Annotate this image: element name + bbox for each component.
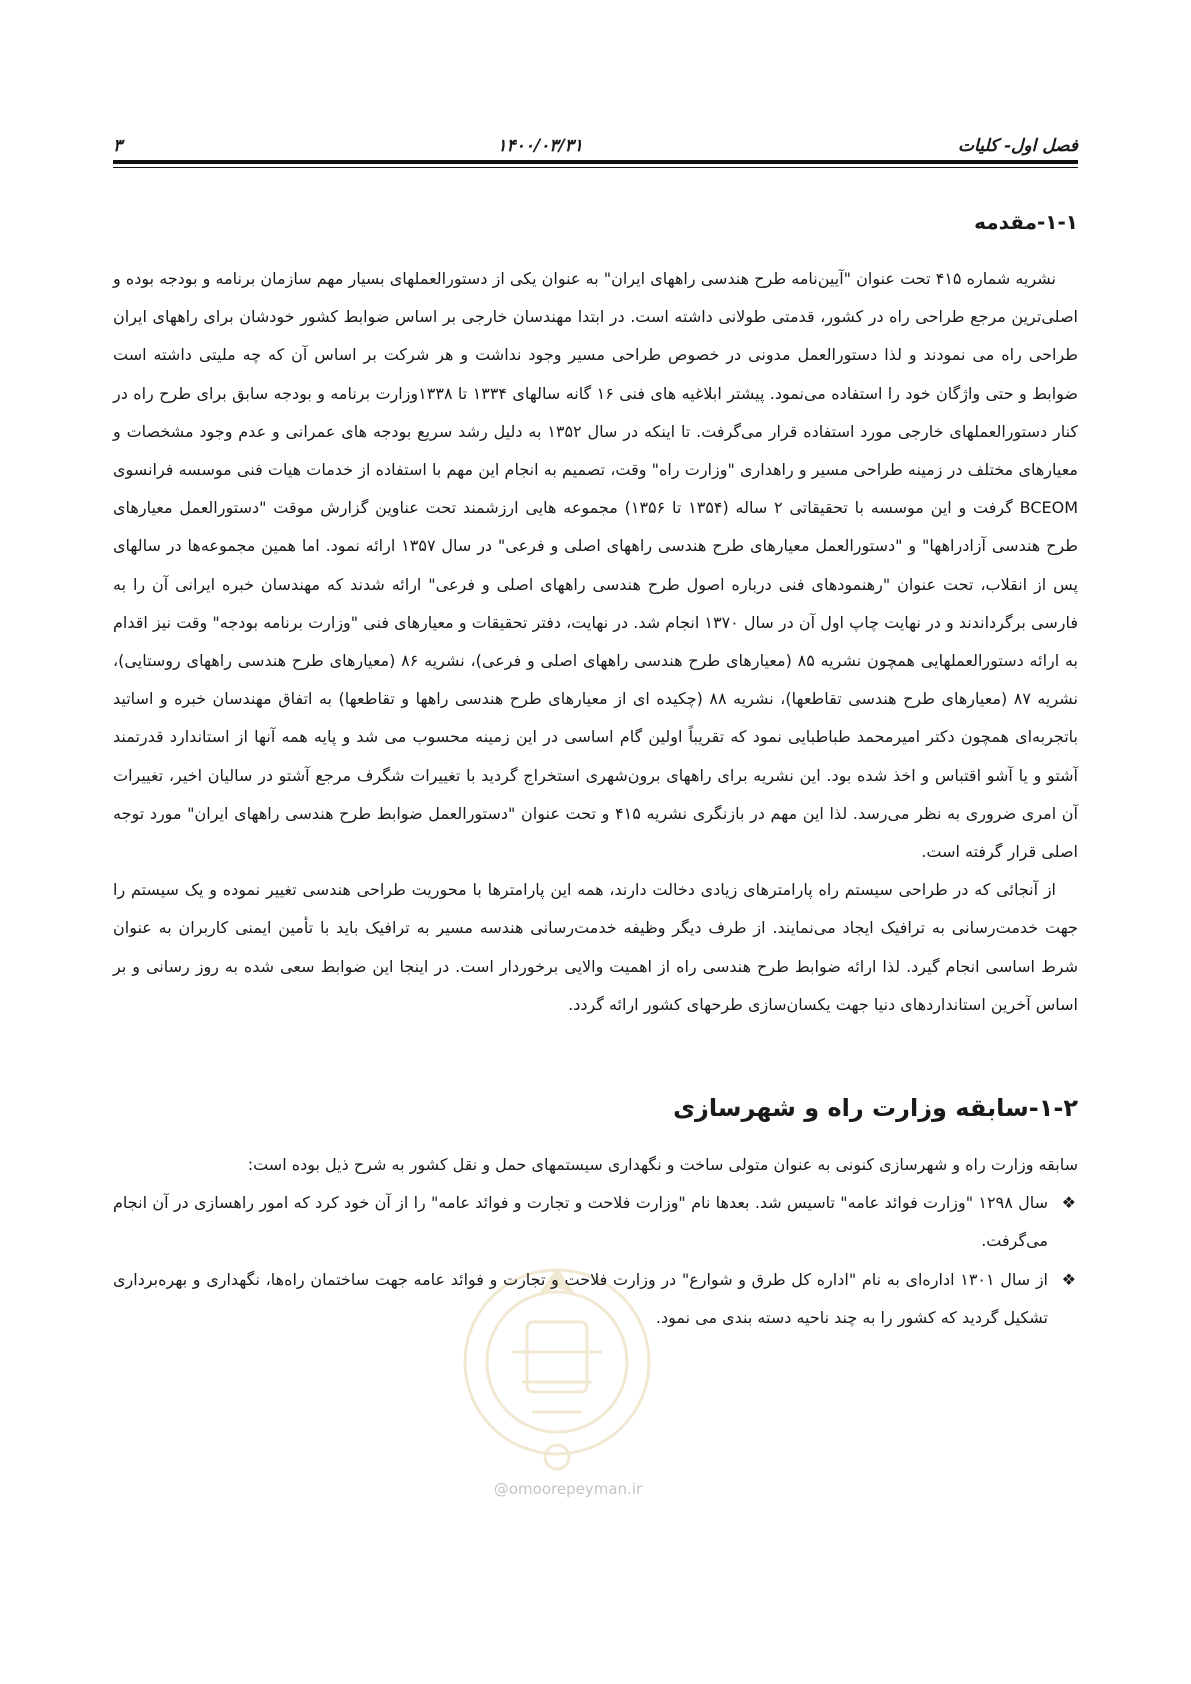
list-item bbox=[113, 1261, 1076, 1337]
paragraph: نشریه شماره ۴۱۵ تحت عنوان "آیین‌نامه طرح هندسی راههای ایران" به عنوان یکی از دستورالعملهای بسیار مهم سازمان برنامه و بودجه بوده و اصلی‌ترین مرجع طراحی راه در کشور، قدمتی طولانی داشته است. در ابتدا مهندسان خارجی بر اساس ضوابط کشور خودشان برای راههای ایران طراحی راه می نمودند و لذا دستورالعمل مدونی در خصوص طراحی مسیر وجود نداشت و هر شرکت بر اساس آن که چه ملیتی داشته است ضوابط و حتی واژگان خود را استفاده می‌نمود. پیشتر ابلاغیه های فنی ۱۶ گانه سالهای ۱۳۳۴ تا ۱۳۳۸وزارت برنامه و بودجه سابق برای طرح راه در کنار دستورالعملهای خارجی مورد استفاده قرار می‌گرفت. تا اینکه در سال ۱۳۵۲ به دلیل رشد سریع بودجه های عمرانی و عدم وجود مشخصات و معیارهای مختلف در زمینه طراحی مسیر و راهداری "وزارت راه" وقت، تصمیم به انجام این مهم با استفاده از خدمات هیات فنی موسسه فرانسوی BCEOM گرفت و این موسسه با تحقیقاتی ۲ ساله (۱۳۵۴ تا ۱۳۵۶) مجموعه هایی ارزشمند تحت عناوین گزارش موقت "دستورالعمل معیارهای طرح هندسی آزادراهها" و "دستورالعمل معیارهای طرح هندسی راههای اصلی و فرعی" در سال ۱۳۵۷ ارائه نمود. اما همین مجموعه‌ها در سالهای پس از انقلاب، تحت عنوان "رهنمودهای فنی درباره اصول طرح هندسی راههای اصلی و فرعی" ارائه شدند که مهندسان خبره ایرانی آن را به فارسی برگرداندند و در نهایت چاپ اول آن در سال ۱۳۷۰ انجام شد. در نهایت، دفتر تحقیقات و معیارهای فنی "وزارت برنامه بودجه" وقت نیز اقدام به ارائه دستورالعملهایی همچون نشریه ۸۵ (معیارهای طرح هندسی راههای اصلی و فرعی)، نشریه ۸۶ (معیارهای طرح هندسی راههای روستایی)، نشریه ۸۷ (معیارهای طرح هندسی تقاطعها)، نشریه ۸۸ (چکیده ای از معیارهای طرح هندسی راهها و تقاطعها) به اتفاق مهندسان خبره و اساتید باتجربه‌ای همچون دکتر امیرمحمد طباطبایی نمود که تقریباً اولین گام اساسی در این زمینه محسوب می شد و پایه همه آنها از استاندارد قدرتمند آشتو و یا آشو اقتباس و اخذ شده بود. این نشریه برای راههای برون‌شهری استخراج گردید با تغییرات شگرف مرجع آشتو در سالیان اخیر، تغییرات آن امری ضروری به نظر می‌رسد. لذا این مهم در بازنگری نشریه ۴۱۵ و تحت عنوان "دستورالعمل ضوابط طرح هندسی راههای ایران" مورد توجه اصلی قرار گرفته است. bbox=[113, 269, 1079, 862]
main-content bbox=[113, 206, 1078, 1337]
watermark-text: @omoorepeyman.ir bbox=[493, 1480, 643, 1498]
diamond-bullet-icon: ❖ bbox=[1061, 1193, 1076, 1213]
paragraph: سابقه وزارت راه و شهرسازی کنونی به عنوان متولی ساخت و نگهداری سیستمهای حمل و نقل کشور به شرح ذیل بوده است: bbox=[247, 1155, 1078, 1175]
running-header bbox=[113, 126, 1078, 156]
list-item-text: از سال ۱۳۰۱ اداره‌ای به نام "اداره کل طرق و شوارع" در وزارت فلاحت و تجارت و فوائد عامه جهت ساختمان راه‌ها، نگهداری و بهره‌برداری تشکیل گردید که کشور را به چند ناحیه دسته بندی می نمود. bbox=[113, 1269, 1049, 1327]
paragraph: از آنجائی که در طراحی سیستم راه پارامترهای زیادی دخالت دارند، همه این پارامترها با محوریت طراحی هندسی تغییر نموده و یک سیستم را جهت خدمت‌رسانی به ترافیک ایجاد می‌نمایند. از طرف دیگر وظیفه خدمت‌رسانی هندسه مسیر به ترافیک باید با تأمین ایمنی کاربران به عنوان شرط اساسی انجام گیرد. لذا ارائه ضوابط طرح هندسی راه از اهمیت والایی برخوردار است. در اینجا این ضوابط سعی شده به روز رسانی و بر اساس آخرین استانداردهای دنیا جهت یکسان‌سازی طرحهای کشور ارائه گردد. bbox=[113, 880, 1078, 1014]
chapter-title: فصل اول- کلیات bbox=[958, 136, 1078, 156]
header-rule-thick bbox=[113, 160, 1078, 164]
header-date: ۱۴۰۰/۰۳/۳۱ bbox=[497, 136, 583, 156]
page-number: ۳ bbox=[113, 136, 123, 156]
section-heading-intro: ۱-۱-مقدمه bbox=[974, 210, 1078, 234]
header-rule-thin bbox=[113, 167, 1078, 168]
bullet-list bbox=[113, 1184, 1078, 1337]
section-heading-history: ۱-۲-سابقه وزارت راه و شهرسازی bbox=[673, 1094, 1078, 1123]
list-item bbox=[113, 1184, 1076, 1260]
diamond-bullet-icon: ❖ bbox=[1061, 1269, 1076, 1289]
list-item-text: سال ۱۲۹۸ "وزارت فوائد عامه" تاسیس شد. بعدها نام "وزارت فلاحت و تجارت و فوائد عامه" را از آن خود کرد که امور راهسازی در آن انجام می‌گرفت. bbox=[113, 1193, 1048, 1251]
section-spacer bbox=[113, 1024, 1078, 1092]
